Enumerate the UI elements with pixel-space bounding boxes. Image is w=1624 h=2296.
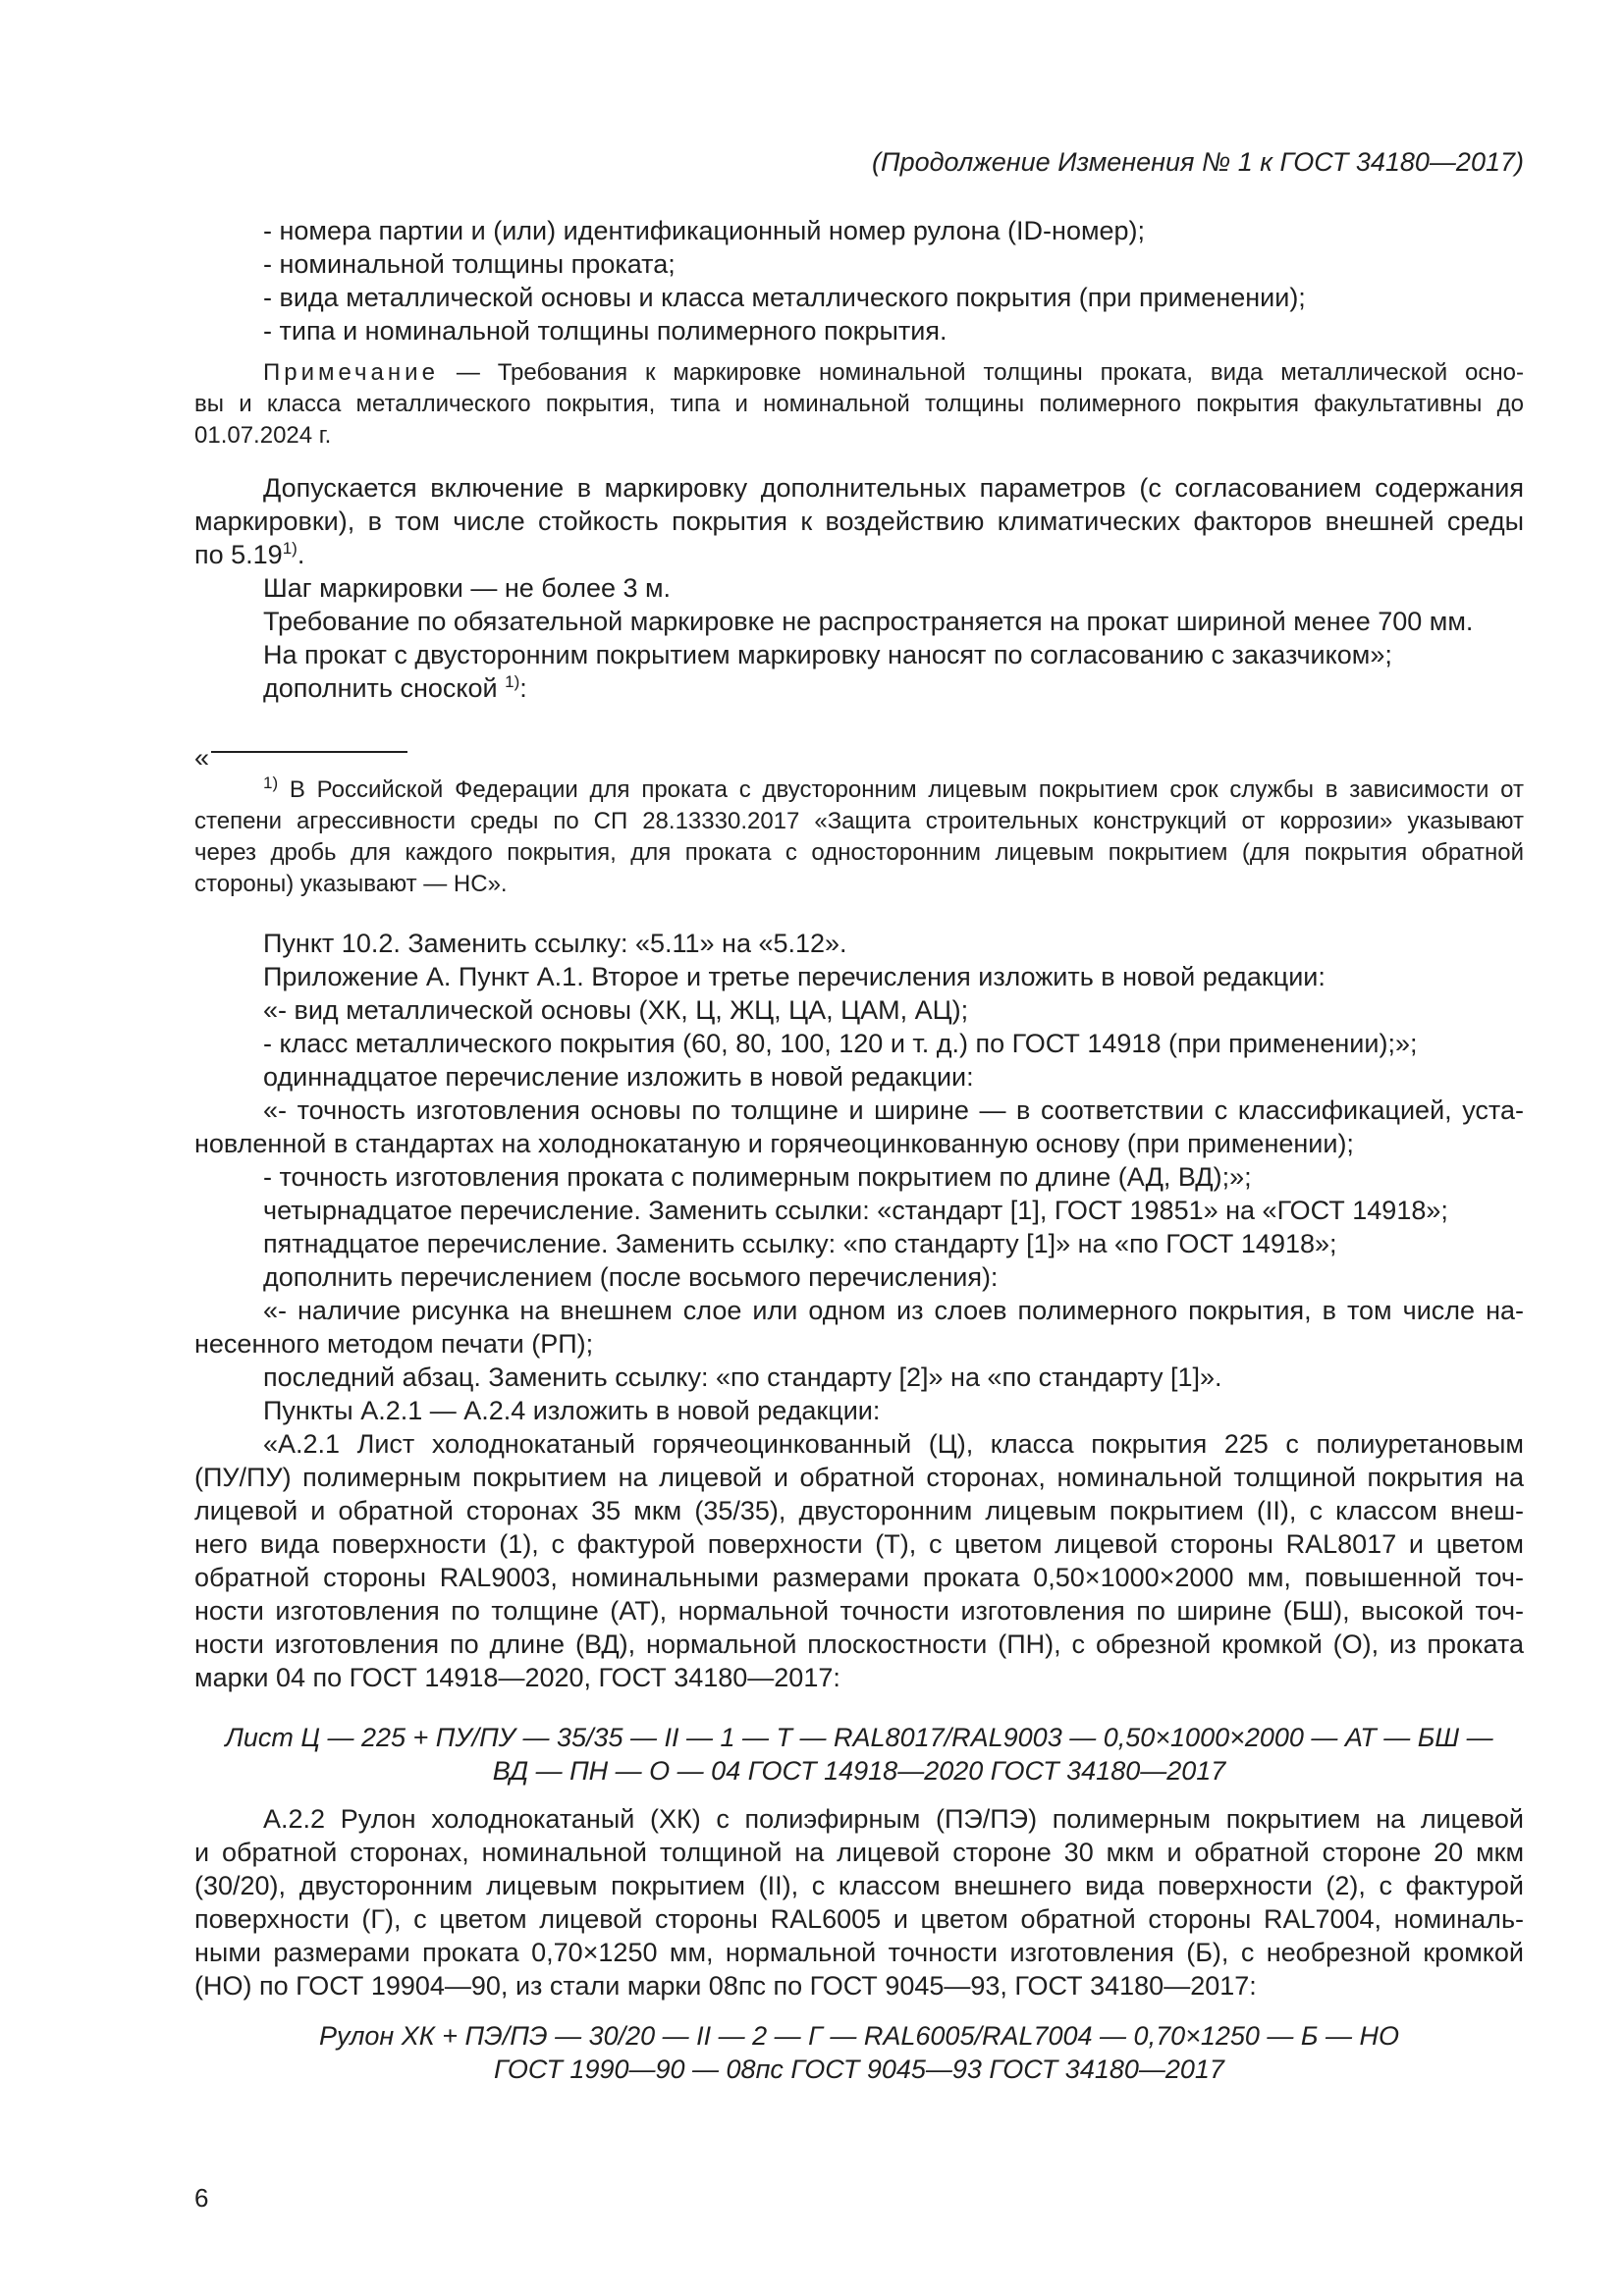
paragraph-line: «А.2.1 Лист холоднокатаный горячеоцинкованный (Ц), класса покрытия 225 с полиуретановым <box>263 1429 1524 1459</box>
paragraph-line: «- точность изготовления основы по толщине и ширине — в соответствии с классификацией, уста- <box>263 1095 1524 1125</box>
note-label: Примечание <box>263 359 439 386</box>
note <box>194 357 1524 452</box>
page-header: (Продолжение Изменения № 1 к ГОСТ 34180—2017) <box>872 147 1524 177</box>
list-item: - номинальной толщины проката; <box>263 249 676 279</box>
paragraph-two-sided: На прокат с двусторонним покрытием маркировку наносят по согласованию с заказчиком»; <box>263 640 1392 669</box>
footnote-rule <box>211 751 407 753</box>
list-item: - номера партии и (или) идентификационный номер рулона (ID-номер); <box>263 216 1146 245</box>
designation-formula-1 <box>194 1721 1524 1788</box>
paragraph-line: (ПУ/ПУ) полимерным покрытием на лицевой и обратной сторонах, номинальной толщиной покрытия на <box>194 1463 1524 1492</box>
paragraph-line: пятнадцатое перечисление. Заменить ссылку: «по стандарту [1]» на «по ГОСТ 14918»; <box>263 1229 1337 1258</box>
note-line: Примечание — Требования к маркировке номинальной толщины проката, вида металлической осно- <box>263 359 1524 386</box>
designation-formula-2 <box>194 2019 1524 2086</box>
paragraph-line: ности изготовления по толщине (АТ), нормальной точности изготовления по ширине (БШ), высокой точ- <box>194 1596 1524 1626</box>
paragraph-line: по 5.19$^{1)}$. <box>194 539 305 569</box>
paragraph-line: маркировки), в том числе стойкость покрытия к воздействию климатических факторов внешней среды <box>194 507 1524 536</box>
paragraph-line: Пункты А.2.1 — А.2.4 изложить в новой редакции: <box>263 1396 881 1425</box>
amendment-section <box>194 927 1524 1694</box>
formula-line: Лист Ц — 225 + ПУ/ПУ — 35/35 — II — 1 — Т — RAL8017/RAL9003 — 0,50×1000×2000 — АТ — БШ — <box>225 1723 1493 1752</box>
paragraph-line: него вида поверхности (1), с фактурой поверхности (Т), с цветом лицевой стороны RAL8017 и цветом <box>194 1529 1524 1559</box>
paragraph-line: ности изготовления по длине (ВД), нормальной плоскостности (ПН), с обрезной кромкой (О), из проката <box>194 1629 1524 1659</box>
paragraph-a22 <box>194 1802 1524 2002</box>
paragraph-line: несенного методом печати (РП); <box>194 1329 594 1359</box>
page-number: 6 <box>194 2183 209 2213</box>
paragraph-line: - класс металлического покрытия (60, 80, 100, 120 и т. д.) по ГОСТ 14918 (при применении);»; <box>263 1029 1418 1058</box>
paragraph-line: (30/20), двусторонним лицевым покрытием (II), с классом внешнего вида поверхности (2), с фактурой <box>194 1871 1524 1900</box>
footnote-line: через дробь для каждого покрытия, для проката с односторонним лицевым покрытием (для покрытия обратной <box>194 839 1524 866</box>
footnote-ref: 1) <box>282 539 298 558</box>
paragraph-line: четырнадцатое перечисление. Заменить ссылки: «стандарт [1], ГОСТ 19851» на «ГОСТ 14918»; <box>263 1196 1448 1225</box>
footnote-line: стороны) указывают — НС». <box>194 871 508 897</box>
paragraph-add-footnote: дополнить сноской $^{1)}$: <box>263 672 527 703</box>
paragraph-line: А.2.2 Рулон холоднокатаный (ХК) с полиэфирным (ПЭ/ПЭ) полимерным покрытием на лицевой <box>263 1804 1524 1834</box>
paragraph-line: одиннадцатое перечисление изложить в новой редакции: <box>263 1062 974 1092</box>
paragraph-line: обратной стороны RAL9003, номинальными размерами проката 0,50×1000×2000 мм, повышенной точ- <box>194 1563 1524 1592</box>
formula-line: ВД — ПН — О — 04 ГОСТ 14918—2020 ГОСТ 34180—2017 <box>492 1756 1226 1786</box>
paragraph-line: новленной в стандартах на холоднокатаную и горячеоцинкованную основу (при применении); <box>194 1129 1354 1158</box>
footnote-ref: 1) <box>505 672 520 691</box>
footnote-line: степени агрессивности среды по СП 28.13330.2017 «Защита строительных конструкций от коррозии» указывают <box>194 808 1524 834</box>
paragraph-line: Пункт 10.2. Заменить ссылку: «5.11» на «5.12». <box>263 929 847 958</box>
paragraph-line: марки 04 по ГОСТ 14918—2020, ГОСТ 34180—2017: <box>194 1663 840 1692</box>
paragraph-additional <box>194 471 1524 705</box>
footnote-line: $^{1)}$ В Российской Федерации для проката с двусторонним лицевым покрытием срок службы в зависимости от <box>263 774 1524 803</box>
paragraph-line: и обратной сторонах, номинальной толщиной на лицевой стороне 30 мкм и обратной стороне 20 мкм <box>194 1838 1524 1867</box>
list-item: - вида металлической основы и класса металлического покрытия (при применении); <box>263 283 1306 312</box>
paragraph-line: дополнить перечислением (после восьмого перечисления): <box>263 1262 999 1292</box>
note-line: 01.07.2024 г. <box>194 422 332 449</box>
note-line: вы и класса металлического покрытия, типа и номинальной толщины полимерного покрытия факультативны до <box>194 391 1524 417</box>
paragraph-line: Допускается включение в маркировку дополнительных параметров (с согласованием содержания <box>263 473 1524 503</box>
paragraph-step: Шаг маркировки — не более 3 м. <box>263 573 672 603</box>
formula-line: Рулон ХК + ПЭ/ПЭ — 30/20 — II — 2 — Г — RAL6005/RAL7004 — 0,70×1250 — Б — НО <box>318 2021 1400 2051</box>
paragraph-line: Приложение А. Пункт А.1. Второе и третье перечисления изложить в новой редакции: <box>263 962 1326 991</box>
paragraph-line: «- вид металлической основы (ХК, Ц, ЖЦ, ЦА, ЦАМ, АЦ); <box>263 995 969 1025</box>
list-item: - типа и номинальной толщины полимерного покрытия. <box>263 316 947 346</box>
paragraph-line: ными размерами проката 0,70×1250 мм, нормальной точности изготовления (Б), с необрезной кромкой <box>194 1938 1524 1967</box>
marking-list <box>194 214 1524 347</box>
paragraph-line: «- наличие рисунка на внешнем слое или одном из слоев полимерного покрытия, в том числе на- <box>263 1296 1524 1325</box>
paragraph-line: последний абзац. Заменить ссылку: «по стандарту [2]» на «по стандарту [1]». <box>263 1362 1222 1392</box>
paragraph-requirement: Требование по обязательной маркировке не распространяется на прокат шириной менее 700 мм. <box>263 607 1474 636</box>
paragraph-line: поверхности (Г), с цветом лицевой стороны RAL6005 и цветом обратной стороны RAL7004, номиналь- <box>194 1904 1524 1934</box>
paragraph-line: (НО) по ГОСТ 19904—90, из стали марки 08пс по ГОСТ 9045—93, ГОСТ 34180—2017: <box>194 1971 1257 2001</box>
footnote <box>194 741 1524 900</box>
formula-line: ГОСТ 1990—90 — 08пс ГОСТ 9045—93 ГОСТ 34180—2017 <box>494 2055 1224 2084</box>
document-page <box>194 0 1524 2296</box>
paragraph-line: - точность изготовления проката с полимерным покрытием по длине (АД, ВД);»; <box>263 1162 1252 1192</box>
footnote-separator: « <box>194 741 1524 774</box>
paragraph-line: лицевой и обратной сторонах 35 мкм (35/35), двусторонним лицевым покрытием (II), с классом внеш- <box>194 1496 1524 1525</box>
